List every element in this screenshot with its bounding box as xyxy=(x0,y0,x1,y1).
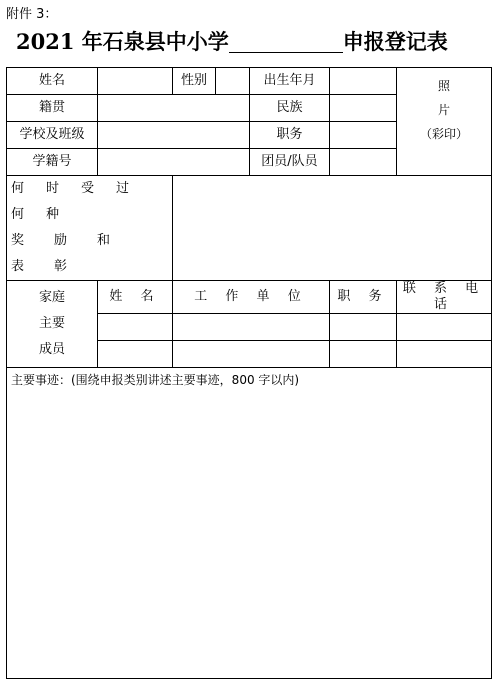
photo-label-line3: （彩印） xyxy=(419,127,468,141)
native-place-label: 籍贯 xyxy=(7,95,98,122)
ethnicity-label: 民族 xyxy=(250,95,330,122)
family-row2-phone-cell[interactable] xyxy=(397,341,492,368)
family-col-name: 姓 名 xyxy=(98,281,173,314)
family-label-line2: 主要 xyxy=(38,316,65,331)
position-value-cell[interactable] xyxy=(330,122,397,149)
native-place-value-cell[interactable] xyxy=(98,95,250,122)
awards-label xyxy=(7,176,173,281)
family-row1-name-cell[interactable] xyxy=(98,314,173,341)
family-col-work: 工 作 单 位 xyxy=(173,281,330,314)
awards-label-line2: 奖励和表彰 xyxy=(11,233,141,274)
main-deeds-label: 主要事迹：(围绕申报类别讲述主要事迹，800 字以内) xyxy=(11,373,300,387)
main-deeds-cell[interactable] xyxy=(7,368,492,679)
family-col-phone: 联 系 电 话 xyxy=(397,281,492,314)
family-col-position: 职 务 xyxy=(330,281,397,314)
position-label: 职务 xyxy=(250,122,330,149)
gender-value-cell[interactable] xyxy=(216,68,250,95)
photo-label-line1: 照 xyxy=(437,79,450,93)
name-label: 姓名 xyxy=(7,68,98,95)
family-row1-work-cell[interactable] xyxy=(173,314,330,341)
family-row1-phone-cell[interactable] xyxy=(397,314,492,341)
awards-label-line1: 何时受过何种 xyxy=(11,181,152,222)
school-class-label: 学校及班级 xyxy=(7,122,98,149)
ethnicity-value-cell[interactable] xyxy=(330,95,397,122)
attachment-label: 附件 3： xyxy=(6,7,58,22)
birth-label: 出生年月 xyxy=(250,68,330,95)
family-label-line1: 家庭 xyxy=(38,290,65,305)
title-blank-line[interactable] xyxy=(229,30,343,53)
birth-value-cell[interactable] xyxy=(330,68,397,95)
page-title xyxy=(16,26,486,56)
student-id-value-cell[interactable] xyxy=(98,149,250,176)
name-value-cell[interactable] xyxy=(98,68,173,95)
family-row2-work-cell[interactable] xyxy=(173,341,330,368)
family-row2-name-cell[interactable] xyxy=(98,341,173,368)
family-row2-position-cell[interactable] xyxy=(330,341,397,368)
awards-value-cell[interactable] xyxy=(173,176,492,281)
family-members-label xyxy=(7,281,98,368)
family-row1-position-cell[interactable] xyxy=(330,314,397,341)
title-prefix: 2021 年石泉县中小学 xyxy=(16,29,229,54)
student-id-label: 学籍号 xyxy=(7,149,98,176)
photo-cell[interactable] xyxy=(397,68,492,176)
family-label-line3: 成员 xyxy=(38,342,65,357)
school-class-value-cell[interactable] xyxy=(98,122,250,149)
title-suffix: 申报登记表 xyxy=(342,29,448,54)
registration-form-table xyxy=(6,67,492,679)
league-member-label: 团员/队员 xyxy=(250,149,330,176)
league-member-value-cell[interactable] xyxy=(330,149,397,176)
photo-label-line2: 片 xyxy=(437,103,450,117)
gender-label: 性别 xyxy=(173,68,216,95)
